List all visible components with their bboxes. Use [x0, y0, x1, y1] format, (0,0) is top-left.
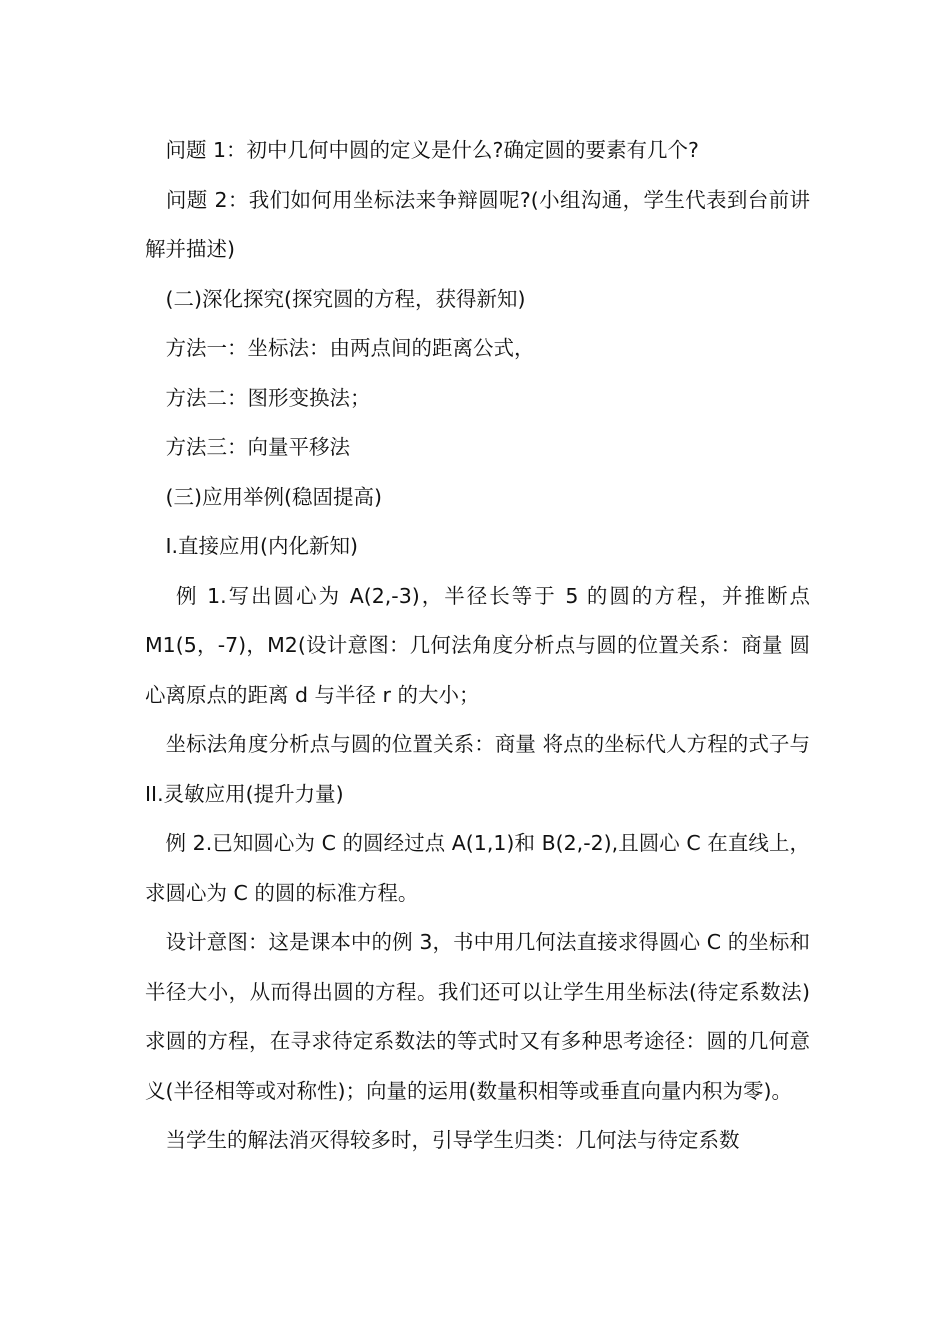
paragraph-section-2-heading: (二)深化探究(探究圆的方程，获得新知)	[145, 286, 526, 311]
paragraph-method-2: 方法二：图形变换法；	[145, 385, 371, 410]
paragraph-method-3: 方法三：向量平移法	[145, 435, 350, 459]
paragraph-method-1: 方法一：坐标法：由两点间的距离公式，	[145, 336, 535, 360]
paragraph-design-intent: 设计意图：这是课本中的例 3，书中用几何法直接求得圆心 C 的坐标和半径大小，从而得出圆的方程。我们还可以让学生用坐标法(待定系数法)求圆的方程，在寻求待定系数法的等式时又有多种思考途径：圆的几何意义(半径相等或对称性)；向量的运用(数量积相等或垂直向量内积为零)。	[145, 930, 810, 1103]
paragraph-question-1: 问题 1：初中几何中圆的定义是什么?确定圆的要素有几个?	[145, 138, 699, 162]
paragraph-coordinate-analysis: 坐标法角度分析点与圆的位置关系：商量 将点的坐标代人方程的式子与 II.灵敏应用(提升力量)	[145, 732, 810, 806]
paragraph-example-2: 例 2.已知圆心为 C 的圆经过点 A(1,1)和 B(2,-2),且圆心 C 在直线上，求圆心为 C 的圆的标准方程。	[145, 831, 810, 905]
paragraph-question-2: 问题 2：我们如何用坐标法来争辩圆呢?(小组沟通，学生代表到台前讲解并描述)	[145, 187, 810, 261]
paragraph-subsection-1: I.直接应用(内化新知)	[145, 534, 359, 558]
document-body	[145, 126, 810, 1166]
paragraph-section-3-heading: (三)应用举例(稳固提高)	[145, 484, 382, 509]
paragraph-summary: 当学生的解法消灭得较多时，引导学生归类：几何法与待定系数	[145, 1128, 740, 1152]
paragraph-example-1: 例 1.写出圆心为 A(2,-3)，半径长等于 5 的圆的方程，并推断点 M1(5，-7)，M2(设计意图：几何法角度分析点与圆的位置关系：商量 圆心离原点的距离 d 与半径 r 的大小；	[145, 583, 810, 707]
